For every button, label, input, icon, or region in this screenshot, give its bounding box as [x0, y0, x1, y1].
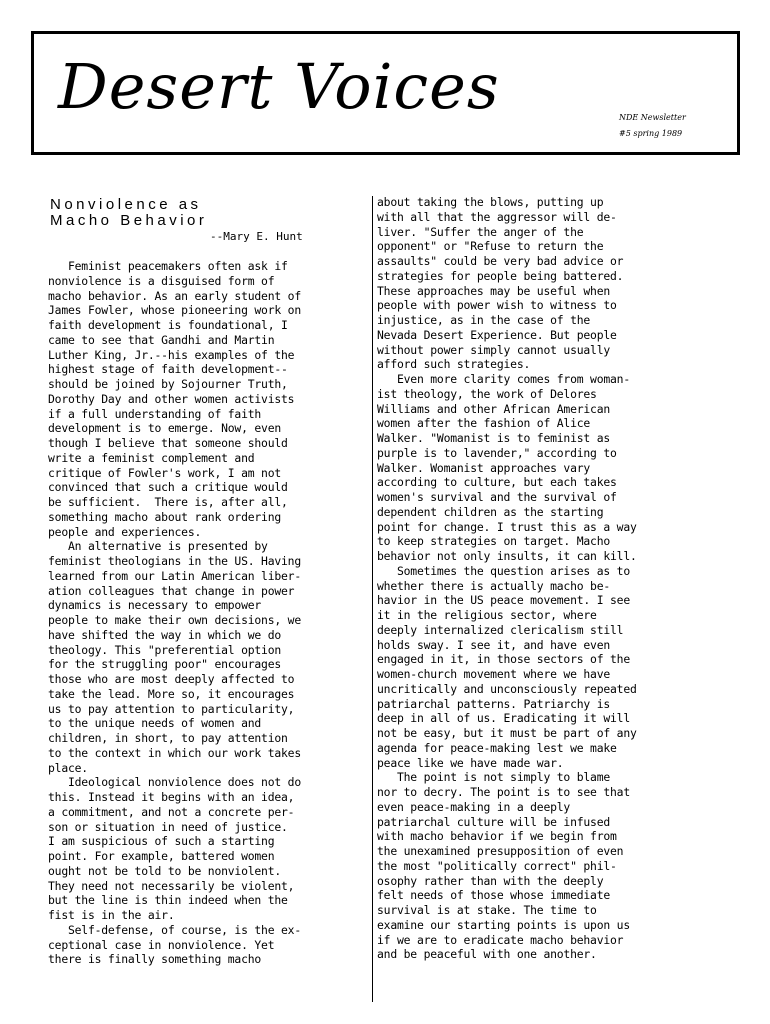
text-line: Walker. Womanist approaches vary: [377, 460, 591, 475]
text-line: Williams and other African American: [377, 401, 611, 416]
text-line: survival is at stake. The time to: [377, 903, 597, 917]
article-title-line-2: Macho Behavior: [50, 212, 208, 229]
text-line: son or situation in need of justice.: [48, 819, 288, 834]
text-line: those who are most deeply affected to: [48, 672, 295, 686]
text-line: should be joined by Sojourner Truth,: [48, 377, 288, 391]
text-line: to the context in which our work takes: [48, 745, 301, 760]
text-line: havior in the US peace movement. I see: [377, 593, 630, 608]
article-title: [50, 197, 207, 229]
text-line: ist theology, the work of Delores: [377, 386, 597, 401]
text-line: something macho about rank ordering: [48, 509, 282, 524]
text-line: the most "politically correct" phil-: [377, 858, 617, 873]
text-line: injustice, as in the case of the: [377, 313, 591, 327]
text-line: The point is not simply to blame: [377, 770, 611, 785]
text-line: fist is in the air.: [48, 908, 175, 922]
text-line: macho behavior. As an early student of: [48, 288, 301, 303]
text-line: place.: [48, 760, 88, 775]
text-line: An alternative is presented by: [48, 539, 268, 554]
text-line: ought not be told to be nonviolent.: [48, 863, 282, 878]
right-column-text: [377, 195, 637, 962]
masthead: [31, 31, 740, 155]
text-line: critique of Fowler's work, I am not: [48, 465, 282, 480]
text-line: people and experiences.: [48, 524, 202, 539]
text-line: a commitment, and not a concrete per-: [48, 804, 295, 819]
text-line: learned from our Latin American liber-: [48, 568, 301, 583]
text-line: whether there is actually macho be-: [377, 578, 611, 593]
text-line: according to culture, but each takes: [377, 475, 617, 490]
text-line: be sufficient. There is, after all,: [48, 495, 288, 509]
text-line: Self-defense, of course, is the ex-: [48, 922, 301, 937]
text-line: this. Instead it begins with an idea,: [48, 790, 295, 804]
text-line: purple is to lavender," according to: [377, 445, 617, 460]
text-line: deep in all of us. Eradicating it will: [377, 711, 630, 726]
text-line: behavior not only insults, it can kill.: [377, 549, 637, 563]
text-line: ceptional case in nonviolence. Yet: [48, 937, 275, 952]
text-line: to the unique needs of women and: [48, 716, 262, 731]
text-line: people with power wish to witness to: [377, 298, 617, 313]
text-line: assaults" could be very bad advice or: [377, 254, 624, 268]
text-line: faith development is foundational, I: [48, 318, 288, 332]
text-line: Ideological nonviolence does not do: [48, 775, 301, 790]
text-line: deeply internalized clericalism still: [377, 622, 624, 637]
text-line: nor to decry. The point is to see that: [377, 785, 630, 799]
text-line: osophy rather than with the deeply: [377, 873, 604, 888]
text-line: Walker. "Womanist is to feminist as: [377, 431, 611, 445]
text-line: there is finally something macho: [48, 952, 262, 967]
text-line: write a feminist complement and: [48, 450, 255, 465]
text-line: dynamics is necessary to empower: [48, 598, 262, 613]
text-line: afford such strategies.: [377, 357, 531, 372]
text-line: the unexamined presupposition of even: [377, 844, 624, 858]
text-line: examine our starting points is upon us: [377, 917, 630, 932]
text-line: They need not necessarily be violent,: [48, 878, 295, 893]
text-line: without power simply cannot usually: [377, 342, 611, 357]
text-line: for the struggling poor" encourages: [48, 657, 282, 672]
text-line: women after the fashion of Alice: [377, 416, 591, 431]
text-line: take the lead. More so, it encourages: [48, 686, 295, 701]
text-line: women-church movement where we have: [377, 667, 611, 681]
text-line: development is to emerge. Now, even: [48, 421, 282, 436]
text-line: nonviolence is a disguised form of: [48, 273, 275, 288]
text-line: uncritically and unconsciously repeated: [377, 681, 637, 696]
newsletter-label: NDE Newsletter: [619, 113, 686, 122]
article-title-line-1: Nonviolence as: [50, 196, 202, 213]
text-line: engaged in it, in those sectors of the: [377, 652, 630, 667]
text-line: point. For example, battered women: [48, 849, 275, 863]
text-line: women's survival and the survival of: [377, 490, 617, 504]
text-line: feminist theologians in the US. Having: [48, 554, 301, 568]
text-line: if a full understanding of faith: [48, 406, 262, 421]
text-line: Sometimes the question arises as to: [377, 563, 630, 578]
text-line: us to pay attention to particularity,: [48, 701, 295, 716]
text-line: strategies for people being battered.: [377, 268, 624, 283]
text-line: These approaches may be useful when: [377, 283, 611, 298]
text-line: James Fowler, whose pioneering work on: [48, 303, 301, 318]
text-line: came to see that Gandhi and Martin: [48, 332, 275, 347]
text-line: with macho behavior if we begin from: [377, 829, 617, 844]
text-line: liver. "Suffer the anger of the: [377, 224, 584, 239]
text-line: patriarchal culture will be infused: [377, 814, 611, 829]
text-line: agenda for peace-making lest we make: [377, 740, 617, 755]
text-line: have shifted the way in which we do: [48, 627, 282, 642]
text-line: peace like we have made war.: [377, 755, 564, 770]
article-byline: --Mary E. Hunt: [210, 230, 303, 243]
text-line: to keep strategies on target. Macho: [377, 534, 611, 549]
text-line: Even more clarity comes from woman-: [377, 372, 630, 386]
text-line: felt needs of those whose immediate: [377, 888, 611, 903]
issue-number: #5 spring 1989: [619, 129, 683, 138]
text-line: but the line is thin indeed when the: [48, 893, 288, 908]
text-line: children, in short, to pay attention: [48, 731, 288, 745]
text-line: Dorothy Day and other women activists: [48, 391, 295, 406]
text-line: ation colleagues that change in power: [48, 583, 295, 598]
text-line: Nevada Desert Experience. But people: [377, 327, 617, 342]
text-line: convinced that such a critique would: [48, 480, 288, 495]
text-line: opponent" or "Refuse to return the: [377, 239, 604, 254]
text-line: not be easy, but it must be part of any: [377, 726, 637, 740]
text-line: point for change. I trust this as a way: [377, 519, 637, 534]
text-line: theology. This "preferential option: [48, 642, 282, 657]
issue-info: [619, 110, 686, 142]
text-line: with all that the aggressor will de-: [377, 209, 617, 224]
column-divider: [372, 196, 373, 1002]
text-line: I am suspicious of such a starting: [48, 834, 275, 849]
text-line: people to make their own decisions, we: [48, 613, 301, 627]
text-line: highest stage of faith development--: [48, 362, 288, 377]
text-line: holds sway. I see it, and have even: [377, 637, 611, 652]
text-line: if we are to eradicate macho behavior: [377, 932, 624, 947]
text-line: Luther King, Jr.--his examples of the: [48, 347, 295, 362]
text-line: about taking the blows, putting up: [377, 195, 604, 209]
text-line: patriarchal patterns. Patriarchy is: [377, 696, 611, 711]
text-line: it in the religious sector, where: [377, 608, 597, 622]
left-column-text: [48, 259, 301, 967]
text-line: and be peaceful with one another.: [377, 947, 597, 962]
text-line: Feminist peacemakers often ask if: [48, 259, 288, 273]
text-line: though I believe that someone should: [48, 436, 288, 450]
text-line: even peace-making in a deeply: [377, 799, 571, 814]
masthead-title: Desert Voices: [58, 50, 500, 123]
text-line: dependent children as the starting: [377, 504, 604, 519]
